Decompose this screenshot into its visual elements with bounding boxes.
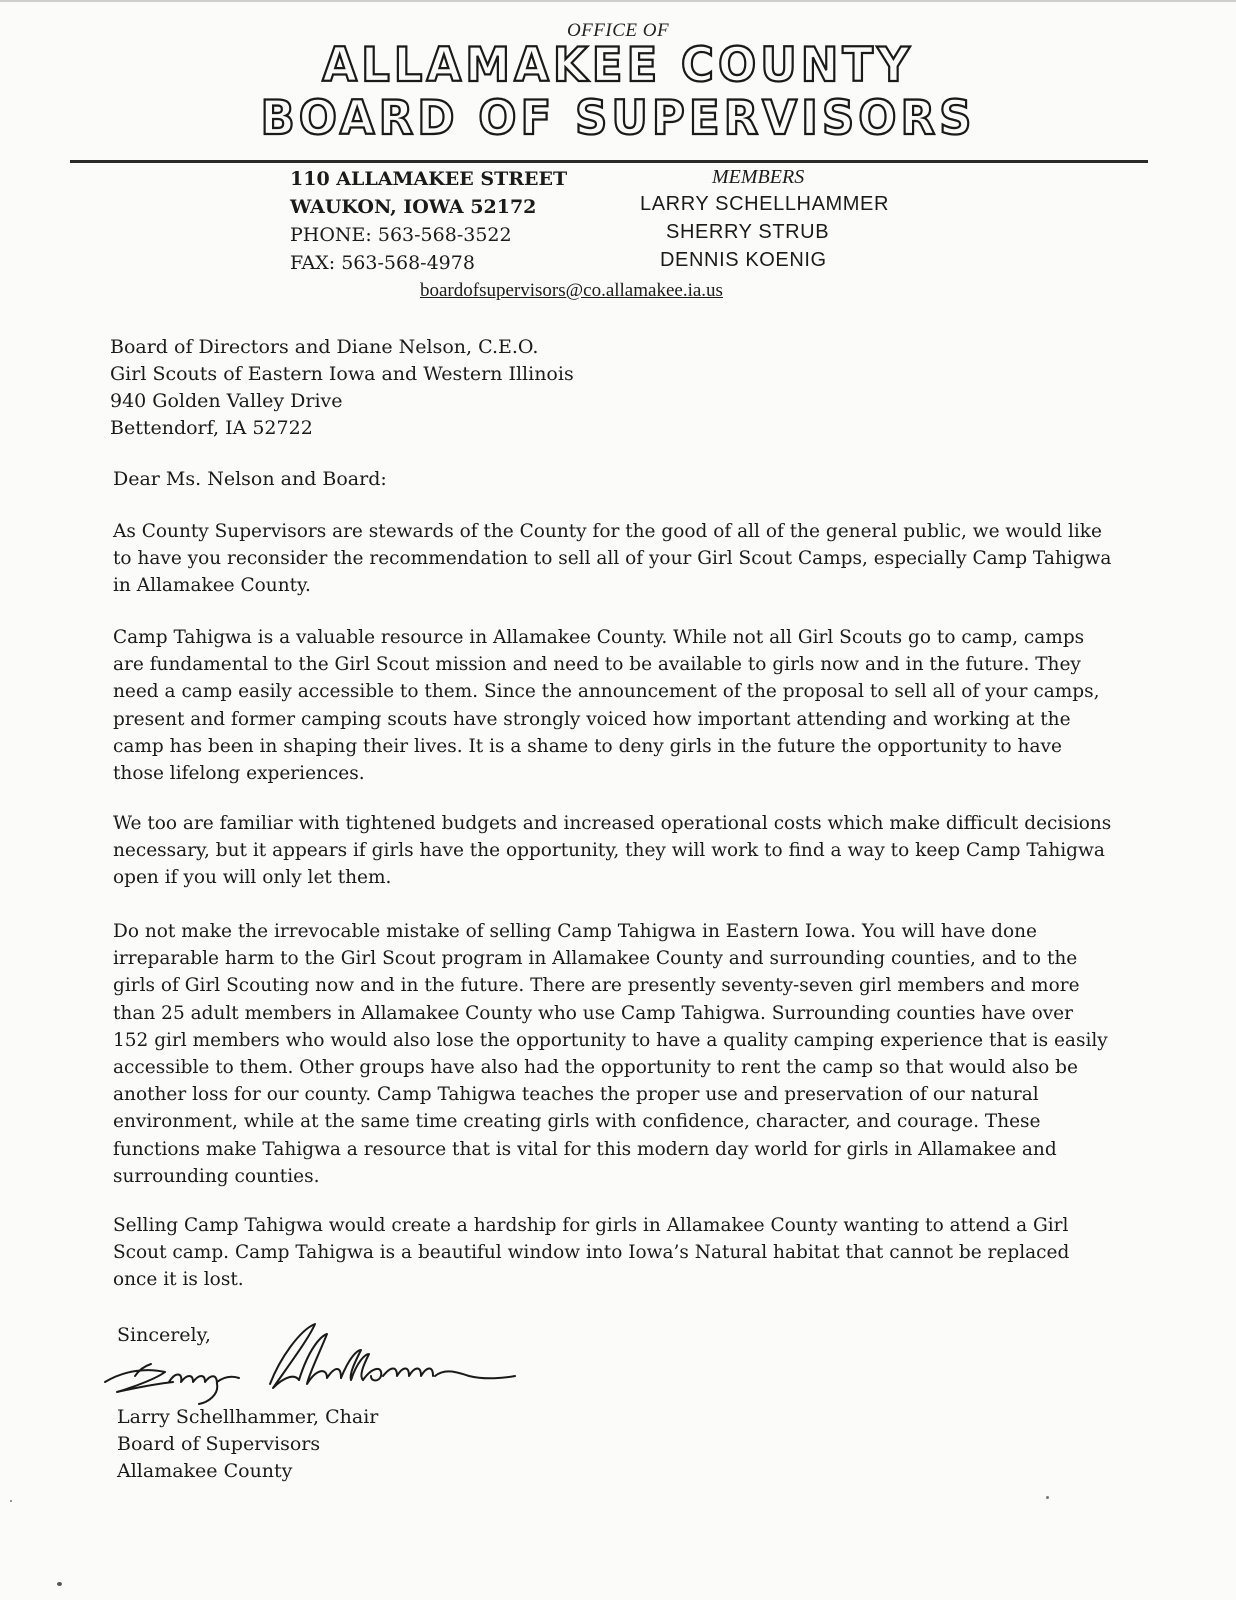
body-paragraph: We too are familiar with tightened budgets and increased operational costs which make difficult decisions necessary, but it appears if girls have the opportunity, they will work to find a way to keep Camp Tahigwa open if you will only let them. [113, 813, 1112, 889]
email-link[interactable]: boardofsupervisors@co.allamakee.ia.us [420, 280, 723, 301]
handwritten-signature [95, 1318, 525, 1408]
recipient-line: Board of Directors and Diane Nelson, C.E.O. [110, 336, 539, 358]
signer-title: Board of Supervisors [117, 1433, 321, 1455]
body-paragraph: As County Supervisors are stewards of the County for the good of all of the general public, we would like to have you reconsider the recommendation to sell all of your Girl Scout Camps, especially Camp Tahigwa in Allamakee County. [113, 521, 1112, 597]
closing: Sincerely, [117, 1324, 211, 1346]
scan-speck [1046, 1496, 1049, 1499]
members-heading: MEMBERS [712, 166, 805, 188]
recipient-line: Bettendorf, IA 52722 [110, 417, 313, 439]
member-name: SHERRY STRUB [666, 221, 830, 243]
letterhead-divider [70, 160, 1148, 163]
recipient-address [110, 334, 574, 442]
letterhead-title-board: BOARD OF SUPERVISORS [260, 89, 976, 146]
signature-block [117, 1404, 378, 1485]
office-of-label: OFFICE OF [566, 20, 670, 41]
letterhead-title-county: ALLAMAKEE COUNTY [322, 36, 914, 93]
recipient-line: 940 Golden Valley Drive [110, 390, 343, 412]
recipient-line: Girl Scouts of Eastern Iowa and Western Illinois [110, 363, 574, 385]
body-paragraph: Do not make the irrevocable mistake of selling Camp Tahigwa in Eastern Iowa. You will have done irreparable harm to the Girl Scout program in Allamakee County and surrounding counties, and to the girls of Girl Scouting now and in the future. There are presently seventy-seven girl members and more than 25 adult members in Allamakee County who use Camp Tahigwa. Surrounding counties have over 152 girl members who would also lose the opportunity to have a quality camping experience that is easily accessible to them. Other groups have also had the opportunity to rent the camp so that would also be another loss for our county. Camp Tahigwa teaches the proper use and preservation of our natural environment, while at the same time creating girls with confidence, character, and courage. These functions make Tahigwa a resource that is vital for this modern day world for girls in Allamakee and surrounding counties. [113, 921, 1108, 1187]
signer-organization: Allamakee County [117, 1460, 293, 1482]
body-paragraph: Selling Camp Tahigwa would create a hardship for girls in Allamakee County wanting to attend a Girl Scout camp. Camp Tahigwa is a beautiful window into Iowa’s Natural habitat that cannot be replaced once it is lost. [113, 1215, 1070, 1291]
body-paragraph: Camp Tahigwa is a valuable resource in Allamakee County. While not all Girl Scouts go to camp, camps are fundamental to the Girl Scout mission and need to be available to girls now and in the future. They need a camp easily accessible to them. Since the announcement of the proposal to sell all of your camps, present and former camping scouts have strongly voiced how important attending and working at the camp has been in shaping their lives. It is a shame to deny girls in the future the opportunity to have those lifelong experiences. [113, 627, 1100, 785]
address-city: WAUKON, IOWA 52172 [290, 196, 537, 218]
member-name: LARRY SCHELLHAMMER [640, 193, 890, 215]
scan-speck [57, 1582, 62, 1586]
signer-name: Larry Schellhammer, Chair [117, 1406, 379, 1428]
fax-number: FAX: 563-568-4978 [290, 252, 475, 274]
phone-number: PHONE: 563-568-3522 [290, 224, 512, 246]
salutation: Dear Ms. Nelson and Board: [113, 468, 387, 490]
member-name: DENNIS KOENIG [660, 249, 827, 271]
address-street: 110 ALLAMAKEE STREET [290, 168, 568, 190]
scan-top-edge [0, 0, 1236, 2]
scan-speck [10, 1500, 12, 1502]
